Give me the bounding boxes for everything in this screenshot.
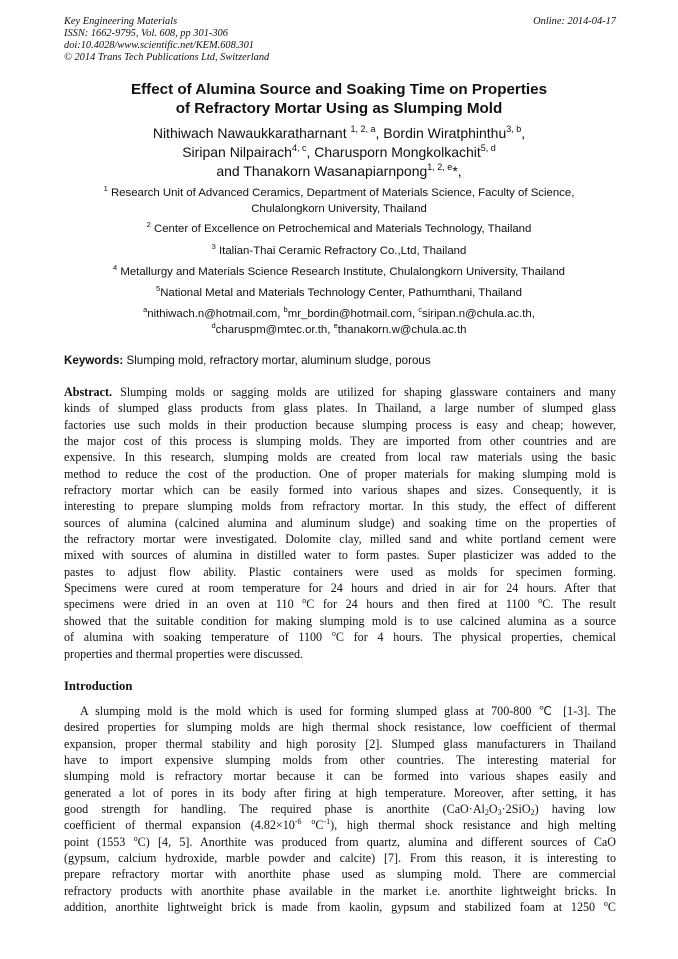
intro-text: ·2SiO [501, 802, 531, 817]
intro-line [64, 817, 616, 833]
email-d-marker: d [211, 321, 216, 330]
affiliation-1-line-1 [40, 185, 638, 201]
author-sep: , [521, 125, 526, 141]
subscript: 2 [530, 808, 535, 818]
email-line-2 [40, 322, 638, 338]
abstract-text: of alumina with soaking temperature of 1100 [64, 630, 332, 645]
author-2-affil: 3, b [506, 124, 522, 134]
author-list [40, 124, 638, 181]
affiliation-1 [40, 185, 638, 217]
intro-line: (gypsum, calcium hydroxide, marble powder and calcite) [7]. From this reason, it is interesting to [64, 851, 616, 866]
abstract-text: specimens were dried in an oven at 110 [64, 597, 303, 612]
abstract-line: the refractory mortar were investigated. Dolomite clay, milled sand and white portland cement were [64, 532, 616, 547]
degree-symbol: o [538, 596, 543, 606]
author-line-2 [40, 143, 638, 162]
intro-text: point (1553 [64, 834, 134, 849]
affiliation-1-text: Research Unit of Advanced Ceramics, Department of Materials Science, Faculty of Science, [110, 187, 575, 199]
abstract-text: Slumping molds or sagging molds are utilized for shaping glassware containers and many [112, 385, 616, 399]
author-1: Nithiwach Nawaukkaratharnant [152, 125, 347, 141]
abstract-line: refractory mortar which can be easily formed into various shapes and sizes. Consequently, it is [64, 483, 616, 498]
author-3-affil: 4, c [291, 143, 307, 153]
intro-text: coefficient of thermal expansion (4.82×10 [64, 818, 295, 833]
abstract-line: interesting to prepare slumping molds from refractory mortar. In this study, the effect of different [64, 499, 616, 514]
affiliation-5-marker: 5 [156, 284, 161, 293]
intro-line: prepare refractory mortar with anorthite phase used as slumping mold. There are commercial [64, 867, 616, 882]
abstract-line: method to reduce the cost of the production. One of proper materials for making slumping mold is [64, 466, 616, 481]
abstract-text: C for 24 hours and then fired at 1100 [306, 597, 539, 612]
author-2: , Bordin Wiratphinthu [375, 125, 507, 141]
author-4-affil: 5, d [480, 143, 496, 153]
abstract-line: sources of alumina (calcined alumina and aluminum sludge) and soaking time on the properties of [64, 515, 616, 530]
email-b: mr_bordin@hotmail.com, [287, 308, 419, 320]
abstract-text: C for 4 hours. The physical properties, chemical [335, 630, 616, 645]
email-e-marker: e [333, 321, 338, 330]
affiliation-2-text: Center of Excellence on Petrochemical and Materials Technology, Thailand [153, 223, 532, 235]
author-3: Siripan Nilpairach [182, 144, 292, 160]
affiliation-5-text: National Metal and Materials Technology Center, Pathumthani, Thailand [160, 287, 522, 299]
degree-symbol: o [302, 596, 307, 606]
affiliation-4 [40, 264, 638, 280]
intro-line: slumping mold is refractory mortar because it can be formed into various shapes easily and [64, 769, 616, 784]
intro-line: A slumping mold is the mold which is used for forming slumped glass at 700-800 ℃ [1-3]. The [80, 704, 616, 718]
author-line-1 [40, 124, 638, 143]
section-heading-introduction: Introduction [64, 679, 133, 693]
author-sep: *, [452, 163, 462, 179]
title-line-1: Effect of Alumina Source and Soaking Time on Properties [130, 81, 548, 98]
author-line-3 [40, 162, 638, 181]
title-line-2: of Refractory Mortar Using as Slumping Mold [175, 100, 503, 117]
subscript: 3 [497, 808, 502, 818]
keywords-label: Keywords: [64, 354, 124, 367]
journal-header [64, 16, 616, 64]
author-4: , Charusporn Mongkolkachit [306, 144, 481, 160]
intro-line [64, 899, 616, 915]
abstract-line: pastes to adjust flow ability. Plastic containers were used as molds for specimen forming. [64, 564, 616, 579]
email-line-1 [40, 306, 638, 322]
abstract-line: mixed with sources of alumina in distilled water to form pastes. Super plasticizer was added to the [64, 548, 616, 563]
abstract [64, 384, 616, 662]
superscript: -6 [294, 817, 302, 827]
superscript: -1 [323, 817, 331, 827]
abstract-label: Abstract. [64, 385, 113, 399]
intro-text: good strength for handling. The required phase is anorthite (CaO·Al [64, 802, 485, 817]
journal-copyright: © 2014 Trans Tech Publications Ltd, Switzerland [64, 52, 270, 63]
intro-text: C [315, 818, 324, 833]
affiliation-4-line [40, 264, 638, 280]
affiliation-5 [40, 285, 638, 301]
abstract-line: kinds of slumped glass products from glass plates. In Thailand, a large number of slumped glass [64, 401, 616, 416]
intro-text [302, 818, 312, 832]
introduction-body [64, 703, 616, 915]
abstract-line: Specimens were cured at room temperature for 24 hours and dried in air for 24 hours. After that [64, 581, 616, 596]
intro-text: ), high thermal shock resistance and high melting [330, 818, 616, 833]
email-a-marker: a [143, 305, 148, 314]
affiliation-3-text: Italian-Thai Ceramic Refractory Co.,Ltd, Thailand [219, 245, 467, 257]
affiliation-2 [40, 221, 638, 237]
affiliation-3-line [40, 243, 638, 259]
intro-text: C) [4, 5]. Anorthite was produced from quartz, alumina and different sources of CaO [137, 834, 616, 849]
intro-line [64, 801, 616, 817]
intro-text: C [607, 900, 616, 915]
intro-line [64, 834, 616, 850]
paper-title [40, 80, 638, 118]
email-c: siripan.n@chula.ac.th, [422, 308, 535, 320]
email-c-marker: c [418, 305, 423, 314]
keywords [64, 354, 616, 368]
journal-doi: doi:10.4028/www.scientific.net/KEM.608.301 [64, 40, 254, 51]
abstract-line: factories use such molds in their production because slumping process is easy and cheap; however, [64, 417, 616, 432]
affiliation-3 [40, 243, 638, 259]
abstract-text: C. The result [542, 597, 616, 612]
journal-name: Key Engineering Materials [64, 16, 178, 27]
online-date: Online: 2014-04-17 [533, 16, 616, 27]
abstract-line [64, 596, 616, 612]
affiliation-2-marker: 2 [146, 220, 151, 229]
email-list [40, 306, 638, 338]
affiliation-4-marker: 4 [112, 263, 118, 272]
abstract-line: properties and thermal properties were discussed. [64, 646, 304, 661]
abstract-line: expensive. In this research, slumping molds are created from local raw materials using the basic [64, 450, 616, 465]
email-b-marker: b [283, 305, 288, 314]
intro-text: ) having low [534, 802, 616, 817]
intro-line: have to import expensive slumping molds from other countries. The interesting material for [64, 753, 616, 768]
keywords-text: Slumping mold, refractory mortar, aluminum sludge, porous [123, 354, 431, 367]
email-e: thanakorn.w@chula.ac.th [337, 324, 467, 336]
author-5: and Thanakorn Wasanapiarnpong [216, 163, 428, 179]
affiliation-1-marker: 1 [103, 184, 108, 193]
abstract-line [64, 629, 616, 645]
intro-line: refractory products with anorthite phase available in the market i.e. anorthite lightweight bricks. In [64, 883, 616, 898]
intro-text: addition, anorthite lightweight brick is made from kaolin, gypsum and stabilized foam at 1250 [64, 900, 604, 915]
affiliation-3-marker: 3 [211, 242, 216, 251]
degree-symbol: o [331, 629, 336, 639]
journal-issn: ISSN: 1662-9795, Vol. 608, pp 301-306 [64, 28, 228, 39]
degree-symbol: o [603, 899, 608, 909]
abstract-line [64, 384, 616, 400]
affiliation-2-line [40, 221, 638, 237]
intro-text: O [488, 802, 498, 817]
affiliation-5-line [40, 285, 638, 301]
affiliation-4-text: Metallurgy and Materials Science Research Institute, Chulalongkorn University, Thailand [120, 266, 565, 278]
author-1-affil: 1, 2, a [350, 124, 376, 134]
degree-symbol: o [133, 833, 138, 843]
subscript: 2 [484, 808, 489, 818]
email-a: nithiwach.n@hotmail.com, [147, 308, 284, 320]
affiliation-1-line-2: Chulalongkorn University, Thailand [251, 203, 427, 215]
degree-symbol: o [311, 817, 316, 827]
intro-line: expansion, proper thermal stability and high porosity [2]. Slumped glass manufacturers in Thailand [64, 736, 616, 751]
abstract-line: the major cost of this process is slumping molds. They are imported from other countries and are [64, 434, 616, 449]
email-d: charuspm@mtec.or.th, [215, 324, 334, 336]
intro-line: desired properties for slumping molds are high thermal shock resistance, low coefficient of thermal [64, 720, 616, 735]
intro-line: generated a lot of pores in its body after firing at high temperature. Moreover, after setting, it has [64, 785, 616, 800]
author-5-affil: 1, 2, e [427, 162, 453, 172]
abstract-line: showed that the suitable condition for making slumping mold is to use calcined alumina as a source [64, 613, 616, 628]
